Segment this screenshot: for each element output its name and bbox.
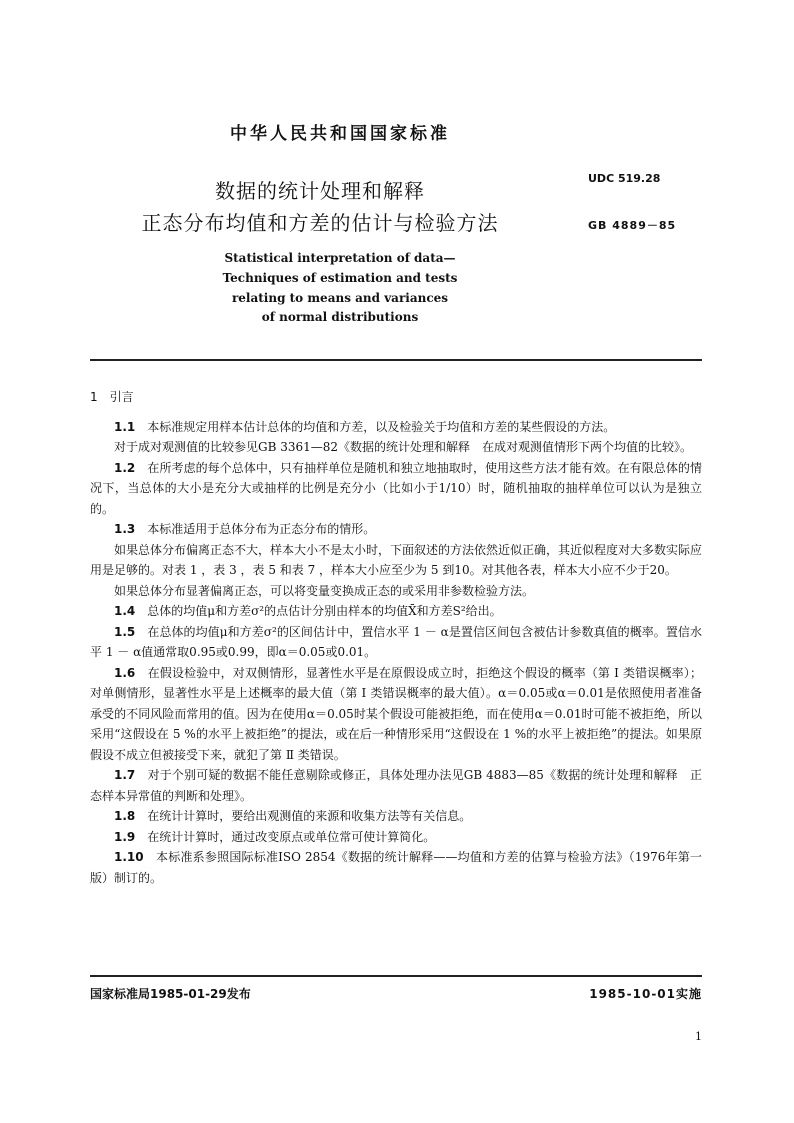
section-heading: 1 引言 [90, 390, 134, 404]
english-title-line-3: relating to means and variances [231, 291, 449, 305]
paragraph-text: 在总体的均值μ和方差σ²的区间估计中，置信水平 1 － α是置信区间包含被估计参数真值的概率。置信水平 1 － α值通常取0.95或0.99，即α＝0.05或0.01。 [90, 624, 702, 659]
paragraph [90, 458, 702, 520]
clause-number: 1.4 [114, 604, 136, 618]
paragraph-text: 本标准规定用样本估计总体的均值和方差，以及检验关于均值和方差的某些假设的方法。 [147, 419, 616, 434]
paragraph-text: 在所考虑的每个总体中，只有抽样单位是随机和独立地抽取时，使用这些方法才能有效。在有限总体的情况下，当总体的大小是充分大或抽样的比例是充分小（比如小于1/10）时，随机抽取的抽样单位可以认为是独立的。 [90, 460, 702, 516]
clause-number: 1.1 [114, 419, 136, 434]
clause-number: 1.6 [114, 665, 136, 680]
standard-header: 中华人民共和国国家标准 [230, 124, 450, 144]
paragraph-text: 在统计计算时，要给出观测值的来源和收集方法等有关信息。 [147, 809, 472, 823]
title-line-1: 数据的统计处理和解释 [215, 179, 425, 203]
clause-number: 1.2 [114, 460, 136, 475]
paragraph-text: 在假设检验中，对双侧情形，显著性水平是在原假设成立时，拒绝这个假设的概率（第 Ⅰ 类错误概率）；对单侧情形，显著性水平是上述概率的最大值（第 Ⅰ 类错误概率的最大值）。α＝0.05或α＝0.01是依照使用者准备承受的不同风险而常用的值。因为在使用α＝0.05时某个假设可能被拒绝，而在使用α＝0.01时可能不被拒绝，所以采用“这假设在 5 %的水平上被拒绝”的提法，或在后一种情形采用“这假设在 1 %的水平上被拒绝”的提法。如果原假设不成立但被接受下来，就犯了第 Ⅱ 类错误。 [90, 665, 702, 762]
effective-date: 1985-10-01实施 [589, 987, 702, 1001]
footer-divider [90, 975, 702, 977]
paragraph-text: 如果总体分布偏离正态不大，样本大小不是太小时，下面叙述的方法依然近似正确，其近似程度对大多数实际应用是足够的。对表 1 ，表 3 ，表 5 和表 7 ，样本大小应至少为 5 到10。对其他各表，样本大小应不少于20。 [90, 542, 703, 577]
clause-number: 1.7 [114, 768, 136, 782]
issue-date: 国家标准局1985-01-29发布 [90, 987, 251, 1001]
paragraph [90, 601, 702, 622]
paragraph-text: 在统计计算时，通过改变原点或单位常可使计算简化。 [147, 829, 436, 844]
paragraph-text: 本标准适用于总体分布为正态分布的情形。 [147, 522, 376, 536]
english-title-line-2: Techniques of estimation and tests [222, 271, 458, 285]
paragraph [90, 622, 702, 663]
paragraph [90, 540, 702, 581]
paragraph [90, 765, 702, 806]
page-number: 1 [695, 1030, 702, 1043]
paragraph [90, 581, 702, 602]
gb-code: GB 4889－85 [588, 219, 677, 232]
paragraph [90, 806, 702, 827]
clause-number: 1.5 [114, 624, 136, 639]
clause-number: 1.8 [114, 809, 136, 823]
paragraph-text: 如果总体分布显著偏离正态，可以将变量变换成正态的或采用非参数检验方法。 [114, 583, 535, 598]
paragraph [90, 417, 702, 438]
english-title-line-1: Statistical interpretation of data— [224, 251, 456, 265]
paragraph-text: 对于个别可疑的数据不能任意剔除或修正，具体处理办法见GB 4883—85《数据的统计处理和解释 正态样本异常值的判断和处理》。 [90, 768, 702, 803]
udc-code: UDC 519.28 [588, 172, 661, 185]
paragraph-text: 总体的均值μ和方差σ²的点估计分别由样本的均值X̄和方差S²给出。 [147, 604, 502, 618]
header-divider [90, 359, 702, 361]
paragraph [90, 827, 702, 848]
paragraph-text: 本标准系参照国际标准ISO 2854《数据的统计解释——均值和方差的估算与检验方法》（1976年第一版）制订的。 [90, 850, 702, 885]
english-title-line-4: of normal distributions [261, 310, 419, 324]
section-1-body [90, 387, 702, 888]
clause-number: 1.3 [114, 522, 136, 536]
paragraph [90, 519, 702, 540]
paragraph [90, 847, 702, 888]
title-line-2: 正态分布均值和方差的估计与检验方法 [141, 211, 499, 235]
paragraph-text: 对于成对观测值的比较参见GB 3361—82《数据的统计处理和解释 在成对观测值情形下两个均值的比较》。 [114, 440, 693, 454]
clause-number: 1.9 [114, 829, 136, 844]
paragraph [90, 663, 702, 766]
clause-number: 1.10 [114, 850, 144, 864]
paragraph [90, 437, 702, 458]
